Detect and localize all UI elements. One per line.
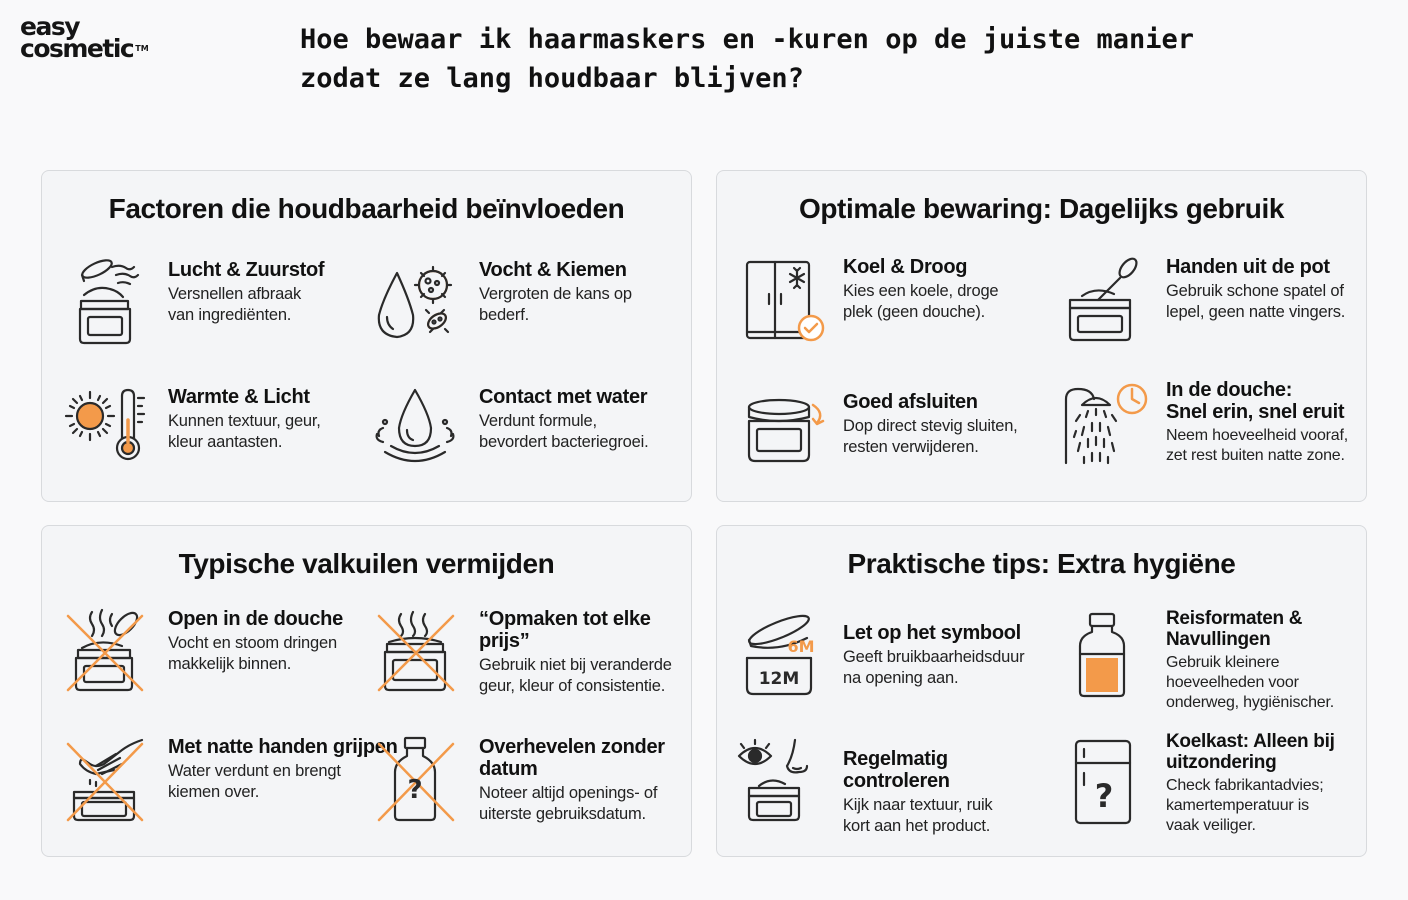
item-title-line: In de douche:	[1166, 379, 1293, 401]
jar-steam-crossed-icon	[60, 608, 144, 696]
pitfall-wet-hands	[42, 736, 398, 846]
item-text	[168, 608, 368, 675]
item-description	[1166, 281, 1371, 323]
item-title	[479, 736, 684, 780]
factor-air-oxygen	[42, 259, 362, 369]
tip-fridge-exception	[1040, 731, 1360, 841]
item-description	[1166, 776, 1371, 836]
item-description-line: Geeft bruikbaarheidsduur	[843, 648, 1025, 666]
open-jar-air-icon	[60, 259, 144, 347]
item-description-line: Kunnen textuur, geur,	[168, 412, 321, 430]
item-text	[843, 748, 1048, 837]
panel-title: Praktische tips: Extra hygiëne	[847, 548, 1236, 579]
item-description-line: Gebruik schone spatel of	[1166, 282, 1344, 300]
item-text	[843, 256, 1043, 323]
item-description-line: vaak veiliger.	[1166, 817, 1256, 834]
item-description-line: Verdunt formule,	[479, 412, 597, 430]
item-description	[843, 416, 1048, 458]
cabinet-check-icon	[735, 256, 819, 344]
item-description-line: kleur aantasten.	[168, 433, 283, 451]
factor-water-contact	[353, 386, 673, 496]
item-description-line: Noteer altijd openings- of	[479, 784, 658, 802]
panel-title: Typische valkuilen vermijden	[178, 548, 555, 579]
item-text	[843, 622, 1043, 689]
panel-title: Factoren die houdbaarheid beïnvloeden	[108, 193, 625, 224]
sun-thermometer-icon	[60, 386, 144, 474]
item-text	[168, 386, 368, 453]
item-description	[1166, 426, 1371, 466]
item-description-line: hoeveelheden voor	[1166, 674, 1299, 691]
page-title-line-1: Hoe bewaar ik haarmaskers en -kuren op de juiste manier	[300, 24, 1195, 55]
item-text	[479, 386, 679, 453]
item-title: Handen uit de pot	[1166, 256, 1330, 278]
panel-title: Optimale bewaring: Dagelijks gebruik	[798, 193, 1285, 224]
item-text	[479, 259, 679, 326]
item-description	[843, 647, 1043, 689]
storage-close-tightly	[717, 391, 1037, 501]
item-title: Koel & Droog	[843, 256, 968, 278]
item-title: Goed afsluiten	[843, 391, 978, 413]
pao-jar-icon	[735, 612, 819, 700]
svg-text:?: ?	[1094, 777, 1114, 815]
item-title-line: Snel erin, snel eruit	[1166, 401, 1345, 423]
item-text	[479, 608, 684, 697]
item-description-line: bederf.	[479, 306, 529, 324]
brand-logo	[20, 12, 149, 63]
item-title: Warmte & Licht	[168, 386, 310, 408]
pitfall-transfer-no-date	[353, 736, 673, 846]
item-description-line: Water verdunt en brengt	[168, 762, 341, 780]
storage-shower-quick	[1040, 379, 1360, 489]
item-description-line: kiemen over.	[168, 783, 260, 801]
item-description-line: Gebruik niet bij veranderde	[479, 656, 672, 674]
item-description-line: Versnellen afbraak	[168, 285, 302, 303]
item-title-line: Koelkast: Alleen bij	[1166, 731, 1335, 752]
item-description-line: bevordert bacteriegroei.	[479, 433, 649, 451]
item-text	[479, 736, 684, 825]
factor-moisture-germs	[353, 259, 673, 369]
item-title: Lucht & Zuurstof	[168, 259, 325, 281]
panel-optimal-storage	[716, 170, 1367, 502]
item-title-line: Overhevelen zonder	[479, 736, 665, 758]
item-description	[479, 411, 679, 453]
item-description-line: lepel, geen natte vingers.	[1166, 303, 1346, 321]
item-text	[843, 391, 1048, 458]
item-title: Met natte handen grijpen	[168, 736, 398, 758]
item-description-line: Vergroten de kans op	[479, 285, 632, 303]
jar-close-icon	[735, 391, 819, 479]
brand-line-1: easy	[20, 12, 80, 41]
water-splash-icon	[371, 386, 455, 474]
item-title-line: datum	[479, 758, 538, 780]
item-description-line: makkelijk binnen.	[168, 655, 292, 673]
tip-travel-refills	[1040, 608, 1360, 718]
jar-spatula-icon	[1058, 256, 1142, 344]
item-description	[168, 284, 368, 326]
brand-line-2	[20, 34, 149, 63]
item-description-line: Gebruik kleinere	[1166, 654, 1280, 671]
item-description-line: na opening aan.	[843, 669, 959, 687]
jar-smell-crossed-icon	[371, 608, 455, 696]
travel-bottle-icon	[1058, 612, 1142, 700]
item-title-line: Reisformaten &	[1166, 608, 1303, 629]
panel-practical-tips	[716, 525, 1367, 857]
storage-cool-dry	[717, 256, 1037, 366]
item-description-line: Vocht en stoom dringen	[168, 634, 337, 652]
item-text	[1166, 379, 1371, 466]
item-title: Vocht & Kiemen	[479, 259, 627, 281]
item-description	[168, 411, 368, 453]
bottle-question-crossed-icon	[371, 736, 455, 824]
item-text	[168, 259, 368, 326]
item-description-line: geur, kleur of consistentie.	[479, 677, 666, 695]
pao-label: 12M	[758, 669, 800, 689]
item-description	[1166, 653, 1371, 713]
item-title: Regelmatig controleren	[843, 748, 950, 792]
item-text	[1166, 608, 1371, 713]
item-text	[168, 736, 398, 803]
item-title-line: Navullingen	[1166, 629, 1271, 650]
page-title	[300, 20, 1300, 98]
wet-hand-crossed-icon	[60, 736, 144, 824]
item-title: Open in de douche	[168, 608, 343, 630]
item-description	[843, 281, 1043, 323]
page-title-line-2: zodat ze lang houdbaar blijven?	[300, 63, 804, 94]
pitfall-open-in-shower	[42, 608, 362, 718]
item-description-line: Check fabrikantadvies;	[1166, 777, 1324, 794]
tip-pao-symbol	[717, 612, 1037, 722]
item-description-line: zet rest buiten natte zone.	[1166, 447, 1345, 464]
factor-heat-light	[42, 386, 362, 496]
item-description	[479, 655, 684, 697]
item-description	[168, 761, 373, 803]
item-description-line: Kies een koele, droge	[843, 282, 999, 300]
item-description-line: Neem hoeveelheid vooraf,	[1166, 427, 1348, 444]
eye-nose-jar-icon	[735, 736, 819, 824]
item-description-line: plek (geen douche).	[843, 303, 986, 321]
item-title-line: uitzondering	[1166, 752, 1277, 773]
item-title	[1166, 379, 1371, 423]
item-description	[479, 783, 684, 825]
item-title: Let op het symbool	[843, 622, 1021, 644]
droplet-germs-icon	[371, 259, 455, 347]
item-title: “Opmaken tot elke prijs”	[479, 608, 651, 652]
item-description-line: onderweg, hygiënischer.	[1166, 694, 1334, 711]
item-description-line: kort aan het product.	[843, 817, 991, 835]
item-title	[1166, 731, 1371, 773]
item-description	[168, 633, 368, 675]
item-text	[1166, 731, 1371, 836]
item-title: Contact met water	[479, 386, 648, 408]
open-badge: 6M	[787, 637, 815, 656]
shower-clock-icon	[1058, 379, 1142, 467]
item-text	[1166, 256, 1371, 323]
item-description-line: resten verwijderen.	[843, 438, 979, 456]
item-description	[479, 284, 679, 326]
item-description-line: uiterste gebruiksdatum.	[479, 805, 646, 823]
tip-check-regularly	[717, 736, 1037, 846]
item-description	[843, 795, 1048, 837]
panel-pitfalls	[41, 525, 692, 857]
item-description-line: Dop direct stevig sluiten,	[843, 417, 1018, 435]
pitfall-use-at-all-costs	[353, 608, 673, 718]
fridge-question-icon	[1058, 737, 1142, 825]
panel-factors	[41, 170, 692, 502]
item-description-line: Kijk naar textuur, ruik	[843, 796, 993, 814]
svg-text:?: ?	[407, 775, 423, 805]
item-title	[1166, 608, 1371, 650]
storage-hands-off	[1040, 256, 1360, 366]
item-description-line: van ingrediënten.	[168, 306, 292, 324]
item-description-line: kamertemperatuur is	[1166, 797, 1309, 814]
brand-trademark: TM	[135, 44, 149, 53]
brand-line-2-text: cosmetic	[20, 34, 134, 63]
